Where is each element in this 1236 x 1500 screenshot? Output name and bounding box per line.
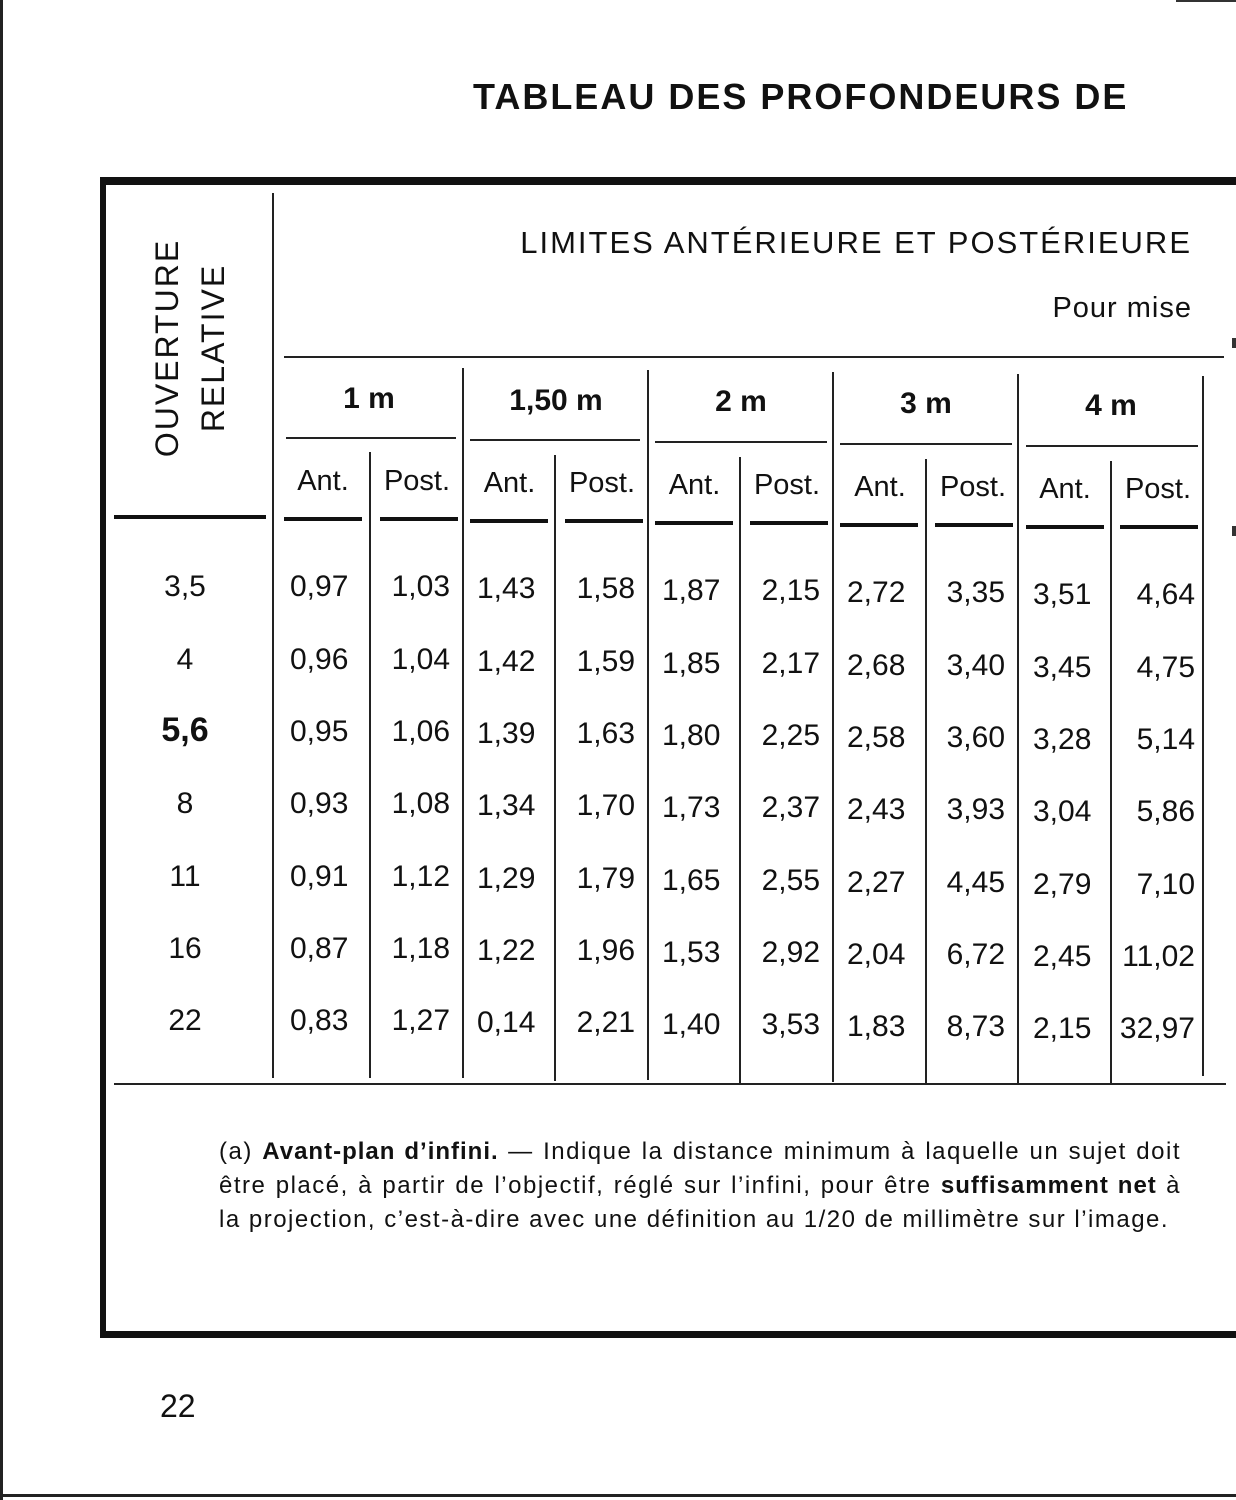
aperture-header-line: OUVERTURE (149, 238, 185, 457)
ant-value: 1,22 (477, 934, 536, 967)
header-rule (286, 437, 456, 439)
subheader-post: Post. (939, 471, 1007, 503)
post-value: 6,72 (946, 938, 1005, 971)
ant-value: 1,85 (662, 647, 721, 680)
post-value: 1,12 (391, 860, 450, 893)
header-underline (114, 515, 266, 519)
aperture-value: 4 (176, 643, 194, 676)
table-frame-left (100, 177, 106, 1337)
distance-header: 1 m (343, 382, 395, 415)
ant-value: 1,39 (477, 717, 536, 750)
footnote (219, 1135, 1181, 1237)
post-value: 11,02 (1122, 940, 1195, 973)
post-value: 1,03 (391, 570, 450, 603)
ant-value: 1,43 (477, 572, 536, 605)
footnote-text: — Indique la distance minimum à laquelle un sujet doit être placé, à partir de l’objectif, réglé sur l’infini, pour être (219, 1138, 1181, 1199)
page-edge (0, 1494, 1236, 1497)
header-rule (470, 439, 640, 441)
ant-value: 2,27 (847, 866, 906, 899)
subcolumn-divider (1110, 461, 1112, 1083)
page-edge (0, 0, 3, 1500)
footnote-emphasis: suffisamment net (940, 1172, 1157, 1199)
aperture-header (140, 215, 240, 480)
subheader-ant: Ant. (297, 465, 349, 497)
column-divider (272, 193, 274, 1078)
subheader-post: Post. (568, 467, 636, 499)
post-value: 8,73 (946, 1010, 1005, 1043)
aperture-value: 22 (168, 1004, 202, 1037)
ant-value: 0,97 (290, 570, 349, 603)
ant-value: 2,79 (1033, 868, 1092, 901)
page-number: 22 (160, 1388, 196, 1424)
header-underline (470, 519, 548, 523)
ant-value: 1,73 (662, 791, 721, 824)
post-value: 2,55 (761, 864, 820, 897)
header-rule (1026, 445, 1198, 447)
post-value: 5,14 (1136, 723, 1195, 756)
subheader-post: Post. (753, 469, 821, 501)
aperture-value: 3,5 (164, 570, 206, 603)
aperture-value: 5,6 (161, 711, 209, 749)
post-value: 1,58 (576, 572, 635, 605)
footnote-text: à la projection, c’est-à-dire avec une définition au 1/20 de millimètre sur l’image. (219, 1172, 1181, 1233)
header-rule (284, 356, 1224, 358)
post-value: 3,35 (946, 576, 1005, 609)
post-value: 1,70 (576, 789, 635, 822)
ant-value: 3,04 (1033, 795, 1092, 828)
post-value: 7,10 (1136, 868, 1195, 901)
ant-value: 2,58 (847, 721, 906, 754)
ant-value: 1,34 (477, 789, 536, 822)
post-value: 1,63 (576, 717, 635, 750)
post-value: 4,64 (1136, 578, 1195, 611)
ant-value: 1,80 (662, 719, 721, 752)
post-value: 1,08 (391, 787, 450, 820)
header-underline (750, 521, 828, 525)
ant-value: 3,28 (1033, 723, 1092, 756)
distance-header: 2 m (715, 385, 767, 418)
header-underline (935, 523, 1013, 527)
footnote-marker: (a) (219, 1138, 253, 1165)
ant-value: 1,40 (662, 1008, 721, 1041)
header-underline (840, 523, 918, 527)
post-value: 3,60 (946, 721, 1005, 754)
post-value: 32,97 (1119, 1012, 1195, 1045)
post-value: 1,79 (576, 862, 635, 895)
header-rule (840, 443, 1012, 445)
post-value: 4,45 (946, 866, 1005, 899)
ant-value: 2,72 (847, 576, 906, 609)
ant-value: 1,65 (662, 864, 721, 897)
header-rule (655, 441, 827, 443)
post-value: 1,04 (391, 643, 450, 676)
post-value: 2,15 (761, 574, 820, 607)
subcolumn-divider (369, 452, 371, 1078)
distance-header: 1,50 m (509, 384, 603, 417)
ant-value: 3,51 (1033, 578, 1092, 611)
footnote-term: Avant-plan d’infini. (262, 1138, 499, 1165)
ant-value: 0,83 (290, 1004, 349, 1037)
ant-value: 1,83 (847, 1010, 906, 1043)
distance-header: 3 m (900, 387, 952, 420)
ant-value: 0,87 (290, 932, 349, 965)
table-end-rule (114, 1083, 1226, 1085)
ant-value: 0,91 (290, 860, 349, 893)
subheader-ant: Ant. (668, 469, 721, 501)
table-frame-top (100, 177, 1236, 185)
subheader-post: Post. (383, 465, 451, 497)
registration-mark (1232, 526, 1236, 536)
post-value: 5,86 (1136, 795, 1195, 828)
ant-value: 2,45 (1033, 940, 1092, 973)
ant-value: 1,29 (477, 862, 536, 895)
header-underline (380, 517, 458, 521)
subheader-ant: Ant. (1039, 473, 1091, 505)
page-edge (1176, 0, 1236, 2)
post-value: 1,18 (391, 932, 450, 965)
header-underline (565, 519, 643, 523)
ant-value: 2,04 (847, 938, 906, 971)
ant-value: 3,45 (1033, 651, 1092, 684)
registration-mark (1232, 338, 1236, 348)
ant-value: 0,96 (290, 643, 349, 676)
distance-header: 4 m (1085, 389, 1137, 422)
header-underline (655, 521, 733, 525)
post-value: 2,17 (761, 647, 820, 680)
ant-value: 1,87 (662, 574, 721, 607)
limits-header: LIMITES ANTÉRIEURE ET POSTÉRIEURE (520, 225, 1192, 260)
subcolumn-divider (739, 457, 741, 1083)
aperture-value: 11 (169, 860, 201, 893)
table-frame-bottom (100, 1331, 1236, 1338)
post-value: 2,21 (576, 1006, 635, 1039)
post-value: 2,37 (761, 791, 820, 824)
ant-value: 1,42 (477, 645, 536, 678)
ant-value: 2,15 (1033, 1012, 1092, 1045)
subheader-post: Post. (1124, 473, 1192, 505)
aperture-value: 8 (176, 787, 194, 820)
header-underline (1026, 525, 1104, 529)
subheader-ant: Ant. (854, 471, 906, 503)
post-value: 4,75 (1136, 651, 1195, 684)
ant-value: 2,43 (847, 793, 906, 826)
post-value: 2,92 (761, 936, 820, 969)
ant-value: 0,95 (290, 715, 349, 748)
subheader-ant: Ant. (483, 467, 536, 499)
ant-value: 2,68 (847, 649, 906, 682)
focus-header: Pour mise (1052, 292, 1192, 324)
page-title: TABLEAU DES PROFONDEURS DE (473, 76, 1129, 117)
post-value: 3,93 (946, 793, 1005, 826)
post-value: 1,59 (576, 645, 635, 678)
aperture-header-line: RELATIVE (195, 263, 231, 432)
subcolumn-divider (925, 459, 927, 1083)
subcolumn-divider (554, 455, 556, 1081)
aperture-value: 16 (168, 932, 202, 965)
post-value: 2,25 (761, 719, 820, 752)
post-value: 1,06 (391, 715, 450, 748)
post-value: 3,40 (946, 649, 1005, 682)
post-value: 3,53 (761, 1008, 820, 1041)
ant-value: 1,53 (662, 936, 721, 969)
post-value: 1,96 (576, 934, 635, 967)
post-value: 1,27 (391, 1004, 450, 1037)
ant-value: 0,14 (477, 1006, 536, 1039)
ant-value: 0,93 (290, 787, 349, 820)
header-underline (1120, 525, 1198, 529)
header-underline (284, 517, 362, 521)
